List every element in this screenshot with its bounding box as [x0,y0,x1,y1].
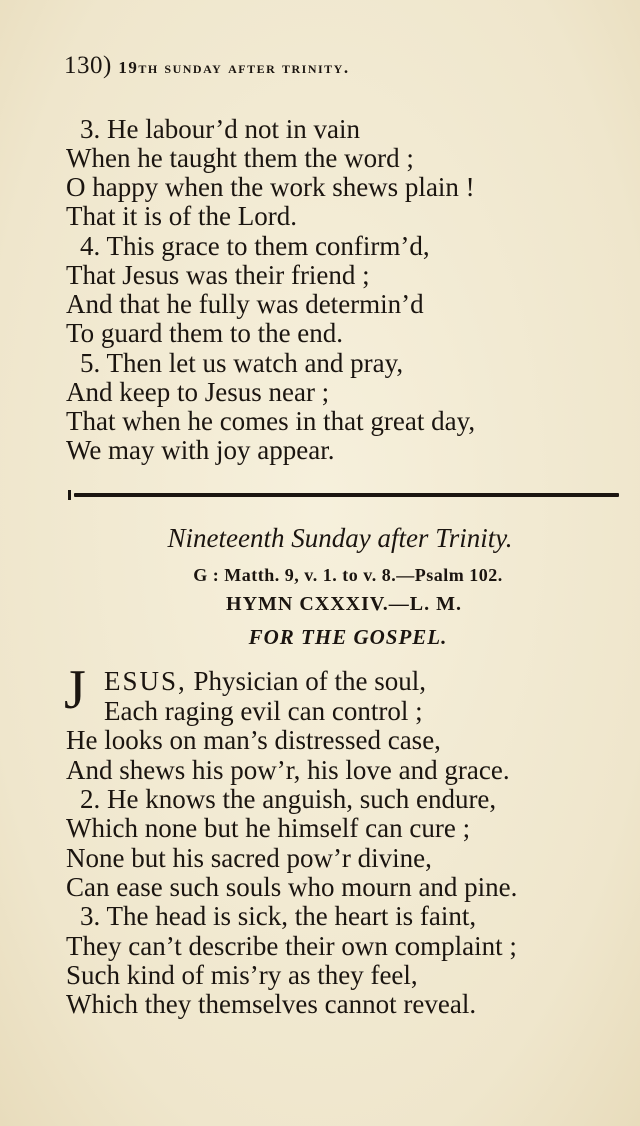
verse-line: Such kind of mis’ry as they feel, [66,960,418,990]
verse-line: And that he fully was determin’d [66,289,424,319]
first-word: ESUS, [104,666,187,696]
verse-line: Which they themselves cannot reveal. [66,989,477,1019]
verse-line: And keep to Jesus near ; [66,377,330,407]
verse-line: That it is of the Lord. [66,201,297,231]
verse-line: We may with joy appear. [66,435,335,465]
verse-line: He looks on man’s distressed case, [66,725,441,755]
verse-line: When he taught them the word ; [66,143,414,173]
first-verse-line [104,666,426,696]
verse-line: Each raging evil can control ; [104,696,423,726]
verse-line: None but his sacred pow’r divine, [66,843,432,873]
verse-line: To guard them to the end. [66,318,344,348]
verse-line: 5. Then let us watch and pray, [80,348,404,378]
running-title: 19th sunday after trinity. [118,58,350,77]
verse-line: And shews his pow’r, his love and grace. [66,755,510,785]
hymn-number: HYMN CXXXIV.—L. M. [226,593,462,615]
verse-line: 2. He knows the anguish, such endure, [80,784,497,814]
verse-line: O happy when the work shews plain ! [66,172,475,202]
first-line-text: Physician of the soul, [193,666,427,696]
drop-cap: J [64,659,86,721]
verse-line: That Jesus was their friend ; [66,260,370,290]
verse-line: 3. The head is sick, the heart is faint, [80,901,477,931]
scripture-reference: G : Matth. 9, v. 1. to v. 8.—Psalm 102. [193,565,503,585]
page-header [64,52,564,80]
verse-line: Can ease such souls who mourn and pine. [66,872,518,902]
section-divider [74,493,619,497]
verse-line: 4. This grace to them confirm’d, [80,231,430,261]
page-number: 130) [64,52,112,79]
section-title: Nineteenth Sunday after Trinity. [167,523,513,553]
verse-line: Which none but he himself can cure ; [66,813,471,843]
verse-line: 3. He labour’d not in vain [80,114,360,144]
hymn-subject: FOR THE GOSPEL. [248,625,448,649]
verse-line: They can’t describe their own complaint ; [66,931,517,961]
verse-line: That when he comes in that great day, [66,406,476,436]
